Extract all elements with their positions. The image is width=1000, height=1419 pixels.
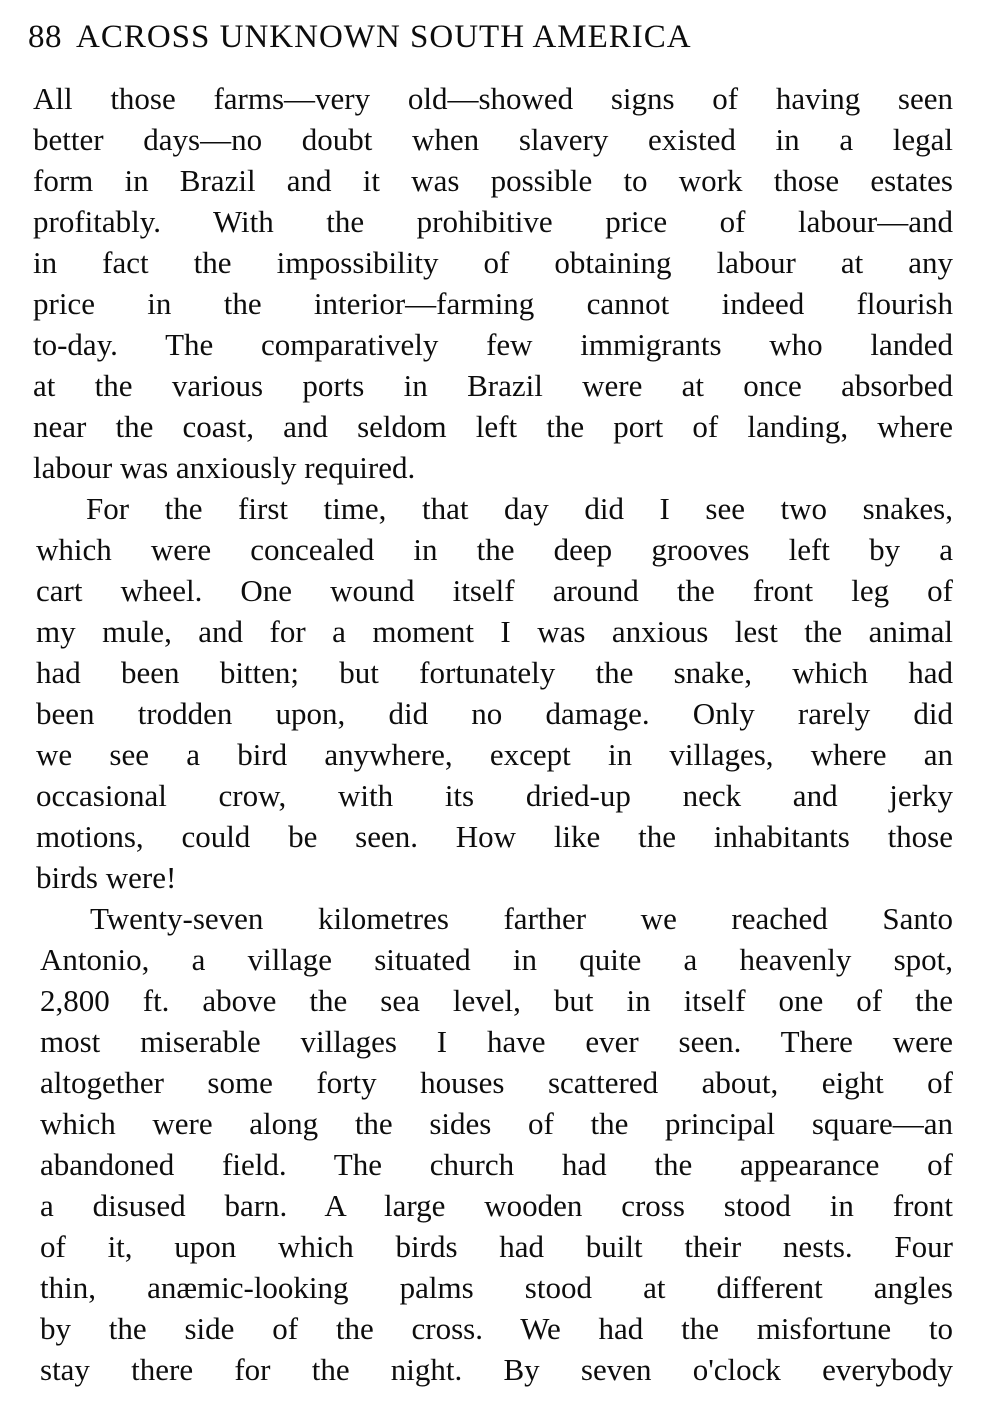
text-line: labour was anxiously required. — [33, 450, 416, 485]
text-line: thin, anæmic-looking palms stood at different angles — [40, 1270, 953, 1305]
text-line: altogether some forty houses scattered about, eight of — [40, 1065, 953, 1100]
text-line: we see a bird anywhere, except in villages, where an — [36, 737, 953, 772]
text-line: motions, could be seen. How like the inhabitants those — [36, 819, 953, 854]
text-line: most miserable villages I have ever seen. There were — [40, 1024, 953, 1059]
text-line: had been bitten; but fortunately the snake, which had — [36, 655, 953, 690]
text-line: been trodden upon, did no damage. Only rarely did — [36, 696, 953, 731]
paragraph — [33, 898, 953, 1390]
book-title: ACROSS UNKNOWN SOUTH AMERICA — [76, 19, 692, 55]
text-line: For the first time, that day did I see two snakes, — [86, 491, 953, 526]
text-line: my mule, and for a moment I was anxious lest the animal — [36, 614, 953, 649]
text-line: cart wheel. One wound itself around the front leg of — [36, 573, 953, 608]
text-line: abandoned field. The church had the appearance of — [40, 1147, 953, 1182]
text-line: profitably. With the prohibitive price of labour—and — [33, 204, 953, 239]
text-line: near the coast, and seldom left the port of landing, where — [33, 409, 953, 444]
text-line: which were along the sides of the principal square—an — [40, 1106, 953, 1141]
text-line: to-day. The comparatively few immigrants who landed — [33, 327, 953, 362]
text-line: form in Brazil and it was possible to work those estates — [33, 163, 953, 198]
body-text — [33, 78, 953, 1390]
text-line: which were concealed in the deep grooves left by a — [36, 532, 953, 567]
text-line: stay there for the night. By seven o'clock everybody — [40, 1352, 953, 1387]
text-line: occasional crow, with its dried-up neck and jerky — [36, 778, 953, 813]
text-line: price in the interior—farming cannot indeed flourish — [33, 286, 953, 321]
text-line: Antonio, a village situated in quite a heavenly spot, — [40, 942, 953, 977]
text-line: Twenty-seven kilometres farther we reached Santo — [90, 901, 953, 936]
text-line: of it, upon which birds had built their nests. Four — [40, 1229, 953, 1264]
text-line: by the side of the cross. We had the misfortune to — [40, 1311, 953, 1346]
text-line: in fact the impossibility of obtaining labour at any — [33, 245, 953, 280]
running-head — [28, 14, 968, 60]
paragraph — [33, 488, 953, 898]
text-line: All those farms—very old—showed signs of having seen — [33, 81, 953, 116]
page-number: 88 — [28, 19, 62, 55]
paragraph — [33, 78, 953, 488]
text-line: a disused barn. A large wooden cross stood in front — [40, 1188, 953, 1223]
text-line: birds were! — [36, 860, 177, 895]
text-line: 2,800 ft. above the sea level, but in itself one of the — [40, 983, 953, 1018]
text-line: better days—no doubt when slavery existed in a legal — [33, 122, 953, 157]
text-line: at the various ports in Brazil were at once absorbed — [33, 368, 953, 403]
